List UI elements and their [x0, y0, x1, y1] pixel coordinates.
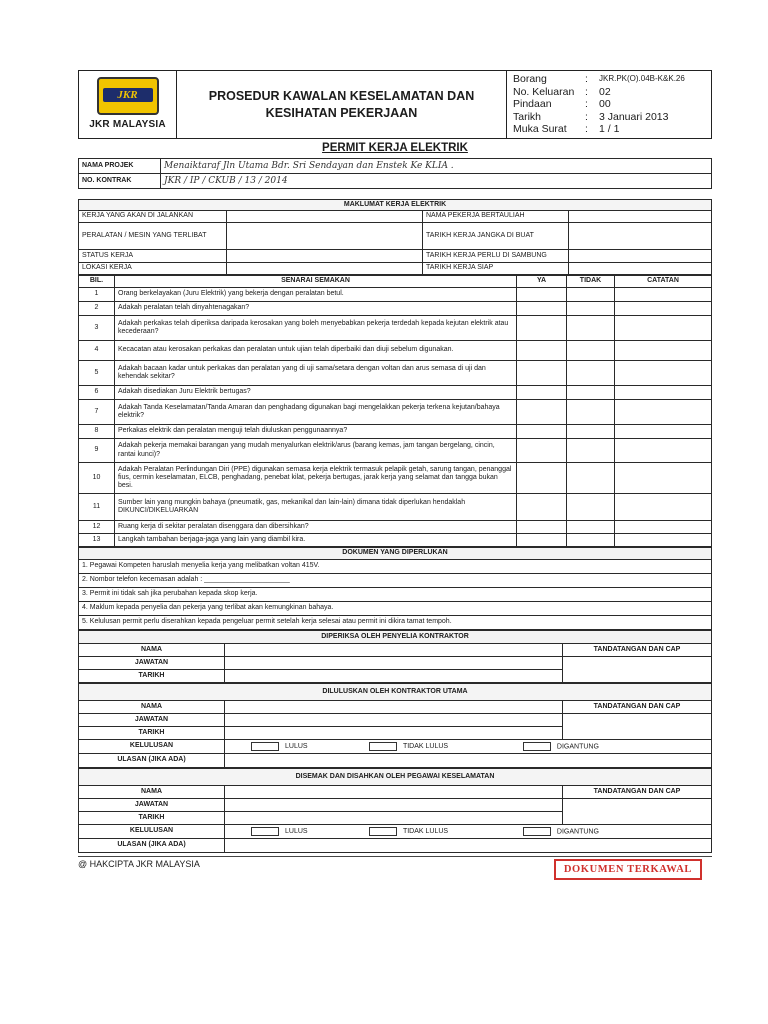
notes-cell[interactable]	[615, 494, 712, 521]
form-header	[78, 70, 712, 139]
check-item: Adakah pekerja memakai barangan yang mudah menyalurkan elektrik/arus (barang kemas, jam tangan bergelang, cincin, rantai kunci)?	[115, 439, 517, 463]
name-field[interactable]	[225, 644, 563, 657]
meta-value: 3 Januari 2013	[599, 110, 669, 123]
col-header: TIDAK	[567, 276, 615, 288]
col-header: BIL.	[79, 276, 115, 288]
main-contractor-section: DILULUSKAN OLEH KONTRAKTOR UTAMA NAMA TANDATANGAN DAN CAP JAWATAN TARIKH KELULUSAN LULUS TIDAK LULUS DIGANTUNG ULASAN (JIKA ADA)	[78, 683, 712, 768]
procedure-title	[177, 71, 507, 139]
controlled-document-stamp: DOKUMEN TERKAWAL	[554, 859, 702, 880]
check-item: Langkah tambahan berjaga-jaga yang lain yang diambil kira.	[115, 534, 517, 547]
check-item: Adakah peralatan telah dinyahtenagakan?	[115, 302, 517, 316]
meta-value: 1 / 1	[599, 123, 620, 136]
signature-field[interactable]	[563, 799, 712, 825]
work-label: TARIKH KERJA SIAP	[423, 263, 569, 275]
work-field[interactable]	[569, 223, 712, 250]
work-field[interactable]	[227, 250, 423, 263]
notes-cell[interactable]	[615, 463, 712, 494]
document-line: 2. Nombor telefon kecemasan adalah : ______________________	[79, 574, 712, 588]
meta-value: JKR.PK(O).04B-K&K.26	[599, 74, 685, 84]
check-item: Kecacatan atau kerosakan perkakas dan peralatan untuk ujian telah diperbaiki dan diuji sebelum digunakan.	[115, 341, 517, 361]
work-field[interactable]	[569, 250, 712, 263]
meta-value: 00	[599, 98, 611, 111]
table-row: 3 Adakah perkakas telah diperiksa daripada kerosakan yang boleh menyebabkan pekerja terdedah kepada kejutan elektrik atau kecederaan?	[79, 316, 712, 341]
work-field[interactable]	[227, 223, 423, 250]
section-title: DISEMAK DAN DISAHKAN OLEH PEGAWAI KESELAMATAN	[79, 769, 712, 786]
date-field[interactable]	[225, 812, 563, 825]
yes-cell[interactable]	[517, 534, 567, 547]
yes-cell[interactable]	[517, 400, 567, 425]
meta-label: No. Keluaran	[513, 85, 575, 98]
check-item: Adakah bacaan kadar untuk perkakas dan peralatan yang di uji sama/setara dengan voltan dan arus semasa di uji dan kehendak sekitar?	[115, 361, 517, 386]
work-label: STATUS KERJA	[79, 250, 227, 263]
notes-cell[interactable]	[615, 534, 712, 547]
table-row: 13 Langkah tambahan berjaga-jaga yang lain yang diambil kira.	[79, 534, 712, 547]
contract-no-field[interactable]: JKR / IP / CKUB / 13 / 2014	[161, 174, 712, 189]
reject-checkbox[interactable]	[369, 742, 397, 751]
org-name: JKR MALAYSIA	[89, 119, 166, 130]
no-cell[interactable]	[567, 425, 615, 439]
contractor-supervisor-section: DIPERIKSA OLEH PENYELIA KONTRAKTOR NAMA TANDATANGAN DAN CAP JAWATAN TARIKH	[78, 630, 712, 683]
title-line-2: KESIHATAN PEKERJAAN	[265, 105, 418, 120]
no-cell[interactable]	[567, 288, 615, 302]
document-line: 1. Pegawai Kompeten haruslah menyelia kerja yang melibatkan voltan 415V.	[79, 560, 712, 574]
yes-cell[interactable]	[517, 341, 567, 361]
document-line: 5. Kelulusan permit perlu diserahkan kepada pengeluar permit setelah kerja selesai atau permit ini dikira tamat tempoh.	[79, 616, 712, 630]
table-row: 1 Orang berkelayakan (Juru Elektrik) yang bekerja dengan peralatan betul.	[79, 288, 712, 302]
col-header: YA	[517, 276, 567, 288]
logo-cell	[79, 71, 177, 139]
table-row: 8 Perkakas elektrik dan peralatan menguji telah diuluskan penggunaannya?	[79, 425, 712, 439]
yes-cell[interactable]	[517, 316, 567, 341]
no-cell[interactable]	[567, 386, 615, 400]
document-line: 3. Permit ini tidak sah jika perubahan kepada skop kerja.	[79, 588, 712, 602]
notes-cell[interactable]	[615, 361, 712, 386]
table-row: 6 Adakah disediakan Juru Elektrik bertugas?	[79, 386, 712, 400]
form-sheet	[78, 70, 712, 853]
no-cell[interactable]	[567, 341, 615, 361]
documents-title: DOKUMEN YANG DIPERLUKAN	[79, 548, 712, 560]
col-header: CATATAN	[615, 276, 712, 288]
check-item: Adakah disediakan Juru Elektrik bertugas?	[115, 386, 517, 400]
work-label: NAMA PEKERJA BERTAULIAH	[423, 211, 569, 223]
project-name-label: NAMA PROJEK	[79, 159, 161, 174]
work-field[interactable]	[569, 263, 712, 275]
section-title: DIPERIKSA OLEH PENYELIA KONTRAKTOR	[79, 631, 712, 644]
yes-cell[interactable]	[517, 302, 567, 316]
yes-cell[interactable]	[517, 439, 567, 463]
page-footer	[78, 856, 712, 875]
work-info	[78, 199, 712, 275]
copyright-text: @ HAKCIPTA JKR MALAYSIA	[78, 859, 200, 869]
check-item: Adakah Tanda Keselamatan/Tanda Amaran dan penghadang digunakan bagi mengelakkan pekerja terkena kejutan/bahaya elektrik?	[115, 400, 517, 425]
table-row: 12 Ruang kerja di sekitar peralatan disenggara dan dibersihkan?	[79, 521, 712, 534]
project-name-field[interactable]: Menaiktaraf Jln Utama Bdr. Sri Sendayan dan Enstek Ke KLIA .	[161, 159, 712, 174]
check-item: Sumber lain yang mungkin bahaya (pneumatik, gas, mekanikal dan lain-lain) dimana tidak diperlukan hendaklah DIKUNCI/DIKELUARKAN	[115, 494, 517, 521]
signature-field[interactable]	[563, 714, 712, 740]
permit-title: PERMIT KERJA ELEKTRIK	[322, 142, 468, 154]
check-item: Adakah Peralatan Perlindungan Diri (PPE) digunakan semasa kerja elektrik termasuk pelapik getah, sarung tangan, penanggal fius, cermin keselamatan, ELCB, penghadang, penebat kilat, pekerja bertugas, jarak kerja yang selamat dan tangga bukan besi.	[115, 463, 517, 494]
no-cell[interactable]	[567, 361, 615, 386]
suspend-checkbox[interactable]	[523, 742, 551, 751]
safety-officer-section: DISEMAK DAN DISAHKAN OLEH PEGAWAI KESELAMATAN NAMA TANDATANGAN DAN CAP JAWATAN TARIKH KELULUSAN LULUS TIDAK LULUS DIGANTUNG ULASAN (JIKA ADA)	[78, 768, 712, 853]
required-documents	[78, 547, 712, 630]
no-cell[interactable]	[567, 302, 615, 316]
name-field[interactable]	[225, 701, 563, 714]
notes-cell[interactable]	[615, 302, 712, 316]
yes-cell[interactable]	[517, 288, 567, 302]
work-info-title: MAKLUMAT KERJA ELEKTRIK	[79, 200, 712, 211]
position-field[interactable]	[225, 657, 563, 670]
approve-checkbox[interactable]	[251, 742, 279, 751]
meta-label: Tarikh	[513, 110, 542, 123]
yes-cell[interactable]	[517, 521, 567, 534]
table-row: 11 Sumber lain yang mungkin bahaya (pneumatik, gas, mekanikal dan lain-lain) dimana tidak diperlukan hendaklah DIKUNCI/DIKELUARKAN	[79, 494, 712, 521]
notes-cell[interactable]	[615, 521, 712, 534]
section-title: DILULUSKAN OLEH KONTRAKTOR UTAMA	[79, 684, 712, 701]
contract-no-label: NO. KONTRAK	[79, 174, 161, 189]
notes-cell[interactable]	[615, 425, 712, 439]
check-item: Orang berkelayakan (Juru Elektrik) yang bekerja dengan peralatan betul.	[115, 288, 517, 302]
yes-cell[interactable]	[517, 463, 567, 494]
table-row: 4 Kecacatan atau kerosakan perkakas dan peralatan untuk ujian telah diperbaiki dan diuji sebelum digunakan.	[79, 341, 712, 361]
no-cell[interactable]	[567, 439, 615, 463]
table-row: 10 Adakah Peralatan Perlindungan Diri (PPE) digunakan semasa kerja elektrik termasuk pelapik getah, sarung tangan, penanggal fius, cermin keselamatan, ELCB, penghadang, penebat kilat, pekerja bertugas, jarak kerja yang selamat dan tangga bukan besi.	[79, 463, 712, 494]
yes-cell[interactable]	[517, 361, 567, 386]
no-cell[interactable]	[567, 521, 615, 534]
work-label: TARIKH KERJA JANGKA DI BUAT	[423, 223, 569, 250]
project-info	[78, 158, 712, 189]
check-item: Ruang kerja di sekitar peralatan disenggara dan dibersihkan?	[115, 521, 517, 534]
notes-cell[interactable]	[615, 400, 712, 425]
check-item: Adakah perkakas telah diperiksa daripada kerosakan yang boleh menyebabkan pekerja terdedah kepada kejutan elektrik atau kecederaan?	[115, 316, 517, 341]
no-cell[interactable]	[567, 534, 615, 547]
work-field[interactable]	[227, 211, 423, 223]
meta-label: Pindaan	[513, 98, 552, 111]
work-label: TARIKH KERJA PERLU DI SAMBUNG	[423, 250, 569, 263]
reject-checkbox[interactable]	[369, 827, 397, 836]
table-row: 7 Adakah Tanda Keselamatan/Tanda Amaran dan penghadang digunakan bagi mengelakkan pekerja terkena kejutan/bahaya elektrik?	[79, 400, 712, 425]
position-field[interactable]	[225, 714, 563, 727]
name-field[interactable]	[225, 786, 563, 799]
document-line: 4. Maklum kepada penyelia dan pekerja yang terlibat akan kemungkinan bahaya.	[79, 602, 712, 616]
position-field[interactable]	[225, 799, 563, 812]
title-line-1: PROSEDUR KAWALAN KESELAMATAN DAN	[208, 88, 475, 103]
work-label: KERJA YANG AKAN DI JALANKAN	[79, 211, 227, 223]
meta-value: 02	[599, 85, 611, 98]
check-item: Perkakas elektrik dan peralatan menguji telah diuluskan penggunaannya?	[115, 425, 517, 439]
col-header: SENARAI SEMAKAN	[115, 276, 517, 288]
no-cell[interactable]	[567, 494, 615, 521]
approve-checkbox[interactable]	[251, 827, 279, 836]
date-field[interactable]	[225, 727, 563, 740]
checklist	[78, 275, 712, 547]
work-label: PERALATAN / MESIN YANG TERLIBAT	[79, 223, 227, 250]
work-field[interactable]	[569, 211, 712, 223]
yes-cell[interactable]	[517, 425, 567, 439]
date-field[interactable]	[225, 670, 563, 683]
work-label: LOKASI KERJA	[79, 263, 227, 275]
work-field[interactable]	[227, 263, 423, 275]
document-meta: Borang : JKR.PK(O).04B-K&K.26 No. Keluaran : 02 Pindaan : 00 Tarikh : 3 Januari 2013 Muka Surat : 1 / 1	[507, 71, 712, 139]
suspend-checkbox[interactable]	[523, 827, 551, 836]
table-row: 9 Adakah pekerja memakai barangan yang mudah menyalurkan elektrik/arus (barang kemas, jam tangan bergelang, cincin, rantai kunci)?	[79, 439, 712, 463]
notes-cell[interactable]	[615, 316, 712, 341]
table-row: 2 Adakah peralatan telah dinyahtenagakan?	[79, 302, 712, 316]
no-cell[interactable]	[567, 400, 615, 425]
no-cell[interactable]	[567, 316, 615, 341]
yes-cell[interactable]	[517, 386, 567, 400]
jkr-logo	[97, 77, 159, 115]
meta-label: Muka Surat	[513, 123, 567, 136]
notes-cell[interactable]	[615, 341, 712, 361]
meta-label: Borang	[513, 73, 547, 86]
remarks-field[interactable]	[225, 754, 712, 768]
signature-field[interactable]	[563, 657, 712, 683]
logo-text: JKR	[117, 89, 138, 101]
yes-cell[interactable]	[517, 494, 567, 521]
remarks-field[interactable]	[225, 839, 712, 853]
table-row: 5 Adakah bacaan kadar untuk perkakas dan peralatan yang di uji sama/setara dengan voltan dan arus semasa di uji dan kehendak sekitar?	[79, 361, 712, 386]
notes-cell[interactable]	[615, 288, 712, 302]
no-cell[interactable]	[567, 463, 615, 494]
notes-cell[interactable]	[615, 439, 712, 463]
notes-cell[interactable]	[615, 386, 712, 400]
